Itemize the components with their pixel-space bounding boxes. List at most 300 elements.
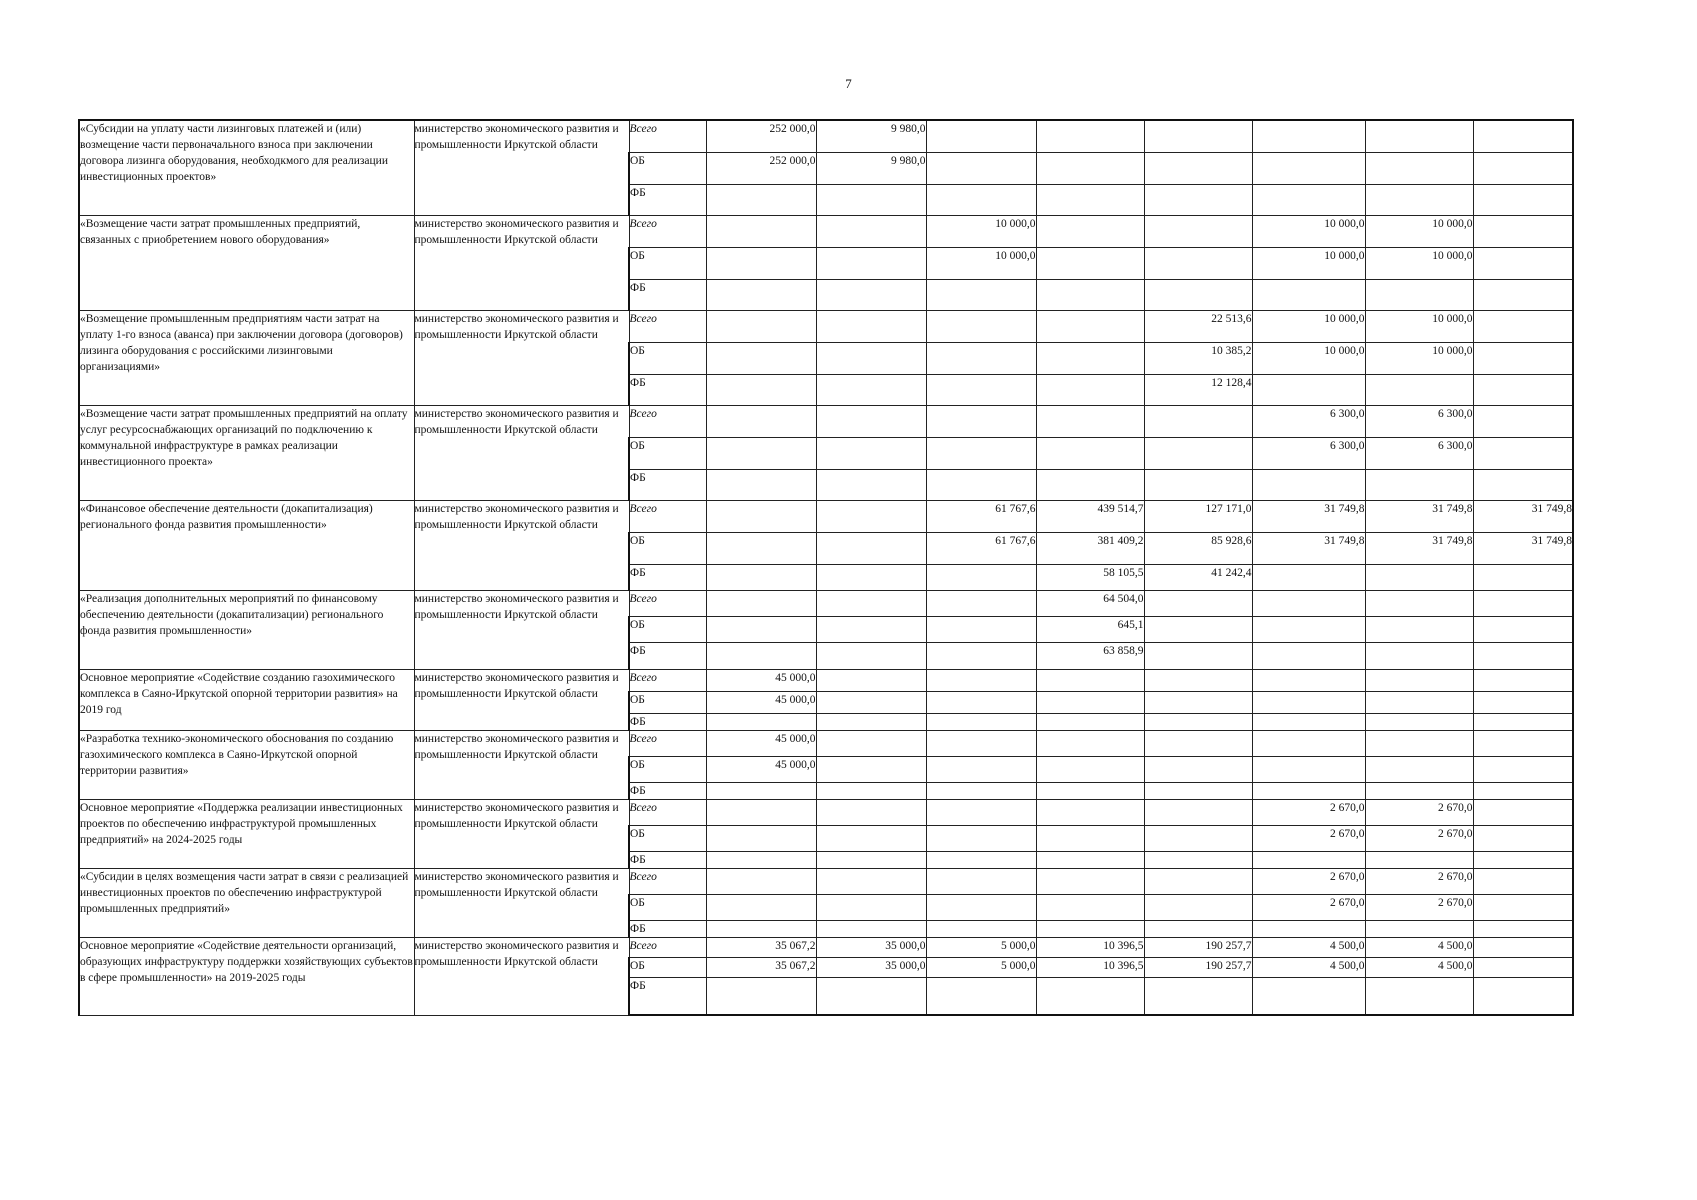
amount-cell (816, 616, 926, 642)
amount-cell (1252, 616, 1365, 642)
amount-cell (1252, 184, 1365, 215)
amount-cell: 6 300,0 (1252, 405, 1365, 437)
amount-cell (1144, 756, 1252, 782)
amount-cell (1473, 894, 1573, 920)
table-row (79, 669, 1573, 691)
amount-cell (1473, 247, 1573, 279)
amount-cell (1144, 799, 1252, 825)
amount-cell: 252 000,0 (706, 120, 816, 152)
amount-cell (1036, 713, 1144, 730)
funding-source: ОБ (629, 825, 706, 851)
amount-cell (926, 437, 1036, 469)
amount-cell: 35 067,2 (706, 957, 816, 977)
responsible-executor: министерство экономического развития и промышленности Иркутской области (414, 868, 629, 937)
amount-cell (926, 616, 1036, 642)
measure-description: «Возмещение промышленным предприятиям части затрат на уплату 1-го взноса (аванса) при заключении договора (договоров) лизинга оборудования с российскими лизинговыми организациями» (79, 310, 414, 405)
funding-source: ФБ (629, 851, 706, 868)
amount-cell (926, 894, 1036, 920)
amount-cell: 2 670,0 (1365, 868, 1473, 894)
measure-description: «Возмещение части затрат промышленных предприятий, связанных с приобретением нового оборудования» (79, 215, 414, 310)
amount-cell (1473, 756, 1573, 782)
amount-cell: 5 000,0 (926, 937, 1036, 957)
amount-cell (1473, 405, 1573, 437)
amount-cell (706, 590, 816, 616)
amount-cell: 252 000,0 (706, 152, 816, 184)
amount-cell (1144, 120, 1252, 152)
amount-cell (816, 469, 926, 500)
amount-cell (816, 756, 926, 782)
amount-cell (1144, 868, 1252, 894)
amount-cell (816, 500, 926, 532)
amount-cell (1252, 782, 1365, 799)
funding-source: ОБ (629, 247, 706, 279)
amount-cell (1365, 616, 1473, 642)
amount-cell (706, 247, 816, 279)
responsible-executor: министерство экономического развития и промышленности Иркутской области (414, 590, 629, 669)
amount-cell (816, 799, 926, 825)
amount-cell (1036, 374, 1144, 405)
amount-cell (1144, 920, 1252, 937)
amount-cell: 45 000,0 (706, 756, 816, 782)
amount-cell: 10 000,0 (1252, 215, 1365, 247)
table-row (79, 500, 1573, 532)
amount-cell (1473, 152, 1573, 184)
responsible-executor: министерство экономического развития и промышленности Иркутской области (414, 310, 629, 405)
responsible-executor: министерство экономического развития и промышленности Иркутской области (414, 799, 629, 868)
amount-cell (1365, 977, 1473, 1015)
funding-source: Всего (629, 215, 706, 247)
amount-cell (1473, 342, 1573, 374)
amount-cell (706, 469, 816, 500)
amount-cell: 4 500,0 (1252, 937, 1365, 957)
amount-cell (1252, 920, 1365, 937)
amount-cell (1144, 437, 1252, 469)
amount-cell (1036, 782, 1144, 799)
table-row (79, 799, 1573, 825)
amount-cell (926, 469, 1036, 500)
amount-cell: 31 749,8 (1473, 532, 1573, 564)
amount-cell (706, 713, 816, 730)
amount-cell (1365, 730, 1473, 756)
table-row (79, 405, 1573, 437)
amount-cell (1473, 825, 1573, 851)
amount-cell (1365, 756, 1473, 782)
funding-source: ОБ (629, 342, 706, 374)
amount-cell (1473, 937, 1573, 957)
amount-cell: 10 385,2 (1144, 342, 1252, 374)
amount-cell: 85 928,6 (1144, 532, 1252, 564)
amount-cell: 2 670,0 (1252, 825, 1365, 851)
amount-cell: 190 257,7 (1144, 957, 1252, 977)
amount-cell (1036, 184, 1144, 215)
measure-description: «Реализация дополнительных мероприятий по финансовому обеспечению деятельности (докапитализации) регионального фонда развития промышленности» (79, 590, 414, 669)
responsible-executor: министерство экономического развития и промышленности Иркутской области (414, 405, 629, 500)
measure-description: «Финансовое обеспечение деятельности (докапитализация) регионального фонда развития промышленности» (79, 500, 414, 590)
amount-cell (1144, 405, 1252, 437)
amount-cell: 35 067,2 (706, 937, 816, 957)
amount-cell (706, 405, 816, 437)
amount-cell (1473, 799, 1573, 825)
amount-cell (926, 799, 1036, 825)
amount-cell: 10 000,0 (1252, 247, 1365, 279)
amount-cell: 2 670,0 (1252, 894, 1365, 920)
amount-cell (1144, 691, 1252, 713)
amount-cell (926, 669, 1036, 691)
amount-cell (1144, 469, 1252, 500)
amount-cell (1036, 868, 1144, 894)
amount-cell (1144, 184, 1252, 215)
amount-cell (1036, 851, 1144, 868)
amount-cell (926, 825, 1036, 851)
amount-cell (1473, 851, 1573, 868)
amount-cell (1036, 152, 1144, 184)
funding-source: ОБ (629, 691, 706, 713)
table-row (79, 120, 1573, 152)
amount-cell (706, 894, 816, 920)
amount-cell (1365, 691, 1473, 713)
amount-cell (926, 279, 1036, 310)
amount-cell: 64 504,0 (1036, 590, 1144, 616)
funding-source: Всего (629, 868, 706, 894)
funding-source: ФБ (629, 642, 706, 669)
amount-cell (1473, 669, 1573, 691)
measure-description: Основное мероприятие «Поддержка реализации инвестиционных проектов по обеспечению инфраструктурой промышленных предприятий» на 2024-2025 годы (79, 799, 414, 868)
funding-source: ОБ (629, 894, 706, 920)
amount-cell (816, 310, 926, 342)
funding-source: ОБ (629, 756, 706, 782)
amount-cell (1036, 247, 1144, 279)
amount-cell (1144, 642, 1252, 669)
responsible-executor: министерство экономического развития и промышленности Иркутской области (414, 120, 629, 215)
amount-cell (1036, 215, 1144, 247)
amount-cell (816, 713, 926, 730)
amount-cell: 6 300,0 (1365, 437, 1473, 469)
amount-cell (816, 920, 926, 937)
amount-cell: 10 000,0 (1365, 215, 1473, 247)
amount-cell (706, 564, 816, 590)
amount-cell: 31 749,8 (1365, 532, 1473, 564)
amount-cell: 2 670,0 (1252, 799, 1365, 825)
funding-source: ОБ (629, 616, 706, 642)
amount-cell (1473, 730, 1573, 756)
funding-source: ФБ (629, 977, 706, 1015)
amount-cell (1036, 920, 1144, 937)
funding-source: ФБ (629, 782, 706, 799)
amount-cell (1473, 957, 1573, 977)
amount-cell (706, 279, 816, 310)
amount-cell: 10 396,5 (1036, 937, 1144, 957)
page-number: 7 (845, 76, 852, 91)
amount-cell (1473, 564, 1573, 590)
amount-cell: 61 767,6 (926, 532, 1036, 564)
amount-cell (1252, 851, 1365, 868)
funding-source: Всего (629, 937, 706, 957)
amount-cell (706, 437, 816, 469)
funding-source: ОБ (629, 957, 706, 977)
amount-cell: 4 500,0 (1252, 957, 1365, 977)
amount-cell (1365, 184, 1473, 215)
amount-cell (1365, 590, 1473, 616)
table-row (79, 868, 1573, 894)
amount-cell (1252, 152, 1365, 184)
amount-cell (816, 437, 926, 469)
amount-cell (1473, 616, 1573, 642)
amount-cell (1473, 868, 1573, 894)
amount-cell (706, 825, 816, 851)
amount-cell: 6 300,0 (1365, 405, 1473, 437)
amount-cell (1144, 977, 1252, 1015)
funding-source: ФБ (629, 184, 706, 215)
amount-cell (816, 215, 926, 247)
amount-cell (706, 782, 816, 799)
amount-cell: 31 749,8 (1252, 532, 1365, 564)
measure-description: «Разработка технико-экономического обоснования по созданию газохимического комплекса в Саяно-Иркутской опорной территории развития» (79, 730, 414, 799)
funding-source: ОБ (629, 532, 706, 564)
amount-cell (706, 616, 816, 642)
amount-cell (1365, 782, 1473, 799)
amount-cell (926, 342, 1036, 374)
responsible-executor: министерство экономического развития и промышленности Иркутской области (414, 215, 629, 310)
amount-cell (1036, 691, 1144, 713)
amount-cell: 58 105,5 (1036, 564, 1144, 590)
amount-cell (1144, 713, 1252, 730)
amount-cell: 439 514,7 (1036, 500, 1144, 532)
amount-cell (1252, 713, 1365, 730)
amount-cell (706, 642, 816, 669)
amount-cell (1365, 669, 1473, 691)
amount-cell (816, 730, 926, 756)
amount-cell (1036, 799, 1144, 825)
amount-cell (926, 977, 1036, 1015)
amount-cell: 127 171,0 (1144, 500, 1252, 532)
funding-source: Всего (629, 669, 706, 691)
amount-cell (706, 920, 816, 937)
amount-cell (816, 564, 926, 590)
amount-cell (926, 730, 1036, 756)
amount-cell: 2 670,0 (1252, 868, 1365, 894)
amount-cell (1252, 669, 1365, 691)
funding-source: Всего (629, 730, 706, 756)
amount-cell (1252, 120, 1365, 152)
amount-cell (706, 532, 816, 564)
amount-cell (1144, 590, 1252, 616)
amount-cell (1144, 825, 1252, 851)
amount-cell (1365, 120, 1473, 152)
amount-cell (926, 868, 1036, 894)
amount-cell: 9 980,0 (816, 120, 926, 152)
amount-cell: 45 000,0 (706, 730, 816, 756)
amount-cell (1036, 120, 1144, 152)
funding-source: ФБ (629, 279, 706, 310)
funding-source: ОБ (629, 152, 706, 184)
amount-cell: 45 000,0 (706, 691, 816, 713)
amount-cell: 9 980,0 (816, 152, 926, 184)
amount-cell (1144, 730, 1252, 756)
amount-cell (1036, 469, 1144, 500)
amount-cell (706, 868, 816, 894)
amount-cell (1252, 374, 1365, 405)
amount-cell (926, 120, 1036, 152)
amount-cell: 45 000,0 (706, 669, 816, 691)
amount-cell (1365, 469, 1473, 500)
amount-cell (926, 782, 1036, 799)
amount-cell (1365, 564, 1473, 590)
amount-cell (1036, 437, 1144, 469)
amount-cell (1144, 616, 1252, 642)
amount-cell: 2 670,0 (1365, 825, 1473, 851)
amount-cell (1365, 642, 1473, 669)
amount-cell (1252, 279, 1365, 310)
amount-cell: 10 000,0 (1365, 310, 1473, 342)
table-row (79, 215, 1573, 247)
amount-cell (1365, 374, 1473, 405)
amount-cell (1473, 590, 1573, 616)
responsible-executor: министерство экономического развития и промышленности Иркутской области (414, 500, 629, 590)
measure-description: «Субсидии в целях возмещения части затрат в связи с реализацией инвестиционных проектов по обеспечению инфраструктурой промышленных предприятий» (79, 868, 414, 937)
amount-cell: 6 300,0 (1252, 437, 1365, 469)
amount-cell (1252, 469, 1365, 500)
amount-cell (816, 782, 926, 799)
amount-cell (1473, 469, 1573, 500)
amount-cell (1144, 279, 1252, 310)
amount-cell (816, 279, 926, 310)
measure-description: «Возмещение части затрат промышленных предприятий на оплату услуг ресурсоснабжающих организаций по подключению к коммунальной инфраструктуре в рамках реализации инвестиционного проекта» (79, 405, 414, 500)
amount-cell (1473, 437, 1573, 469)
amount-cell (816, 851, 926, 868)
amount-cell: 22 513,6 (1144, 310, 1252, 342)
amount-cell (1252, 590, 1365, 616)
amount-cell (926, 374, 1036, 405)
amount-cell (706, 215, 816, 247)
amount-cell (1144, 215, 1252, 247)
amount-cell (926, 152, 1036, 184)
amount-cell (1144, 669, 1252, 691)
funding-source: Всего (629, 799, 706, 825)
amount-cell (816, 691, 926, 713)
amount-cell: 645,1 (1036, 616, 1144, 642)
amount-cell (1473, 713, 1573, 730)
amount-cell (926, 756, 1036, 782)
amount-cell (1144, 247, 1252, 279)
amount-cell: 35 000,0 (816, 957, 926, 977)
funding-source: Всего (629, 500, 706, 532)
amount-cell (816, 868, 926, 894)
amount-cell (1473, 920, 1573, 937)
amount-cell (926, 713, 1036, 730)
amount-cell (1036, 405, 1144, 437)
amount-cell (1036, 310, 1144, 342)
amount-cell (816, 405, 926, 437)
amount-cell (1036, 894, 1144, 920)
funding-source: Всего (629, 310, 706, 342)
measure-description: «Субсидии на уплату части лизинговых платежей и (или) возмещение части первоначального взноса при заключении договора лизинга оборудования, необходкмого для реализации инвестиционных проектов» (79, 120, 414, 215)
amount-cell (1365, 279, 1473, 310)
amount-cell (1144, 152, 1252, 184)
amount-cell (706, 799, 816, 825)
amount-cell (1144, 782, 1252, 799)
table-row (79, 730, 1573, 756)
amount-cell (1365, 713, 1473, 730)
amount-cell: 31 749,8 (1365, 500, 1473, 532)
amount-cell (1252, 642, 1365, 669)
amount-cell (1036, 342, 1144, 374)
amount-cell (1036, 279, 1144, 310)
responsible-executor: министерство экономического развития и промышленности Иркутской области (414, 669, 629, 730)
funding-source: Всего (629, 590, 706, 616)
amount-cell (816, 977, 926, 1015)
funding-source: ФБ (629, 469, 706, 500)
funding-source: ФБ (629, 920, 706, 937)
amount-cell (1473, 691, 1573, 713)
amount-cell: 31 749,8 (1473, 500, 1573, 532)
amount-cell (1036, 756, 1144, 782)
amount-cell: 2 670,0 (1365, 894, 1473, 920)
amount-cell (1252, 730, 1365, 756)
table-row (79, 310, 1573, 342)
amount-cell: 190 257,7 (1144, 937, 1252, 957)
funding-source: ФБ (629, 713, 706, 730)
amount-cell (816, 247, 926, 279)
amount-cell (1144, 851, 1252, 868)
amount-cell (926, 405, 1036, 437)
amount-cell (1365, 152, 1473, 184)
amount-cell: 10 396,5 (1036, 957, 1144, 977)
amount-cell (1473, 310, 1573, 342)
amount-cell (1036, 825, 1144, 851)
amount-cell (1473, 120, 1573, 152)
amount-cell (816, 642, 926, 669)
amount-cell (816, 590, 926, 616)
responsible-executor: министерство экономического развития и промышленности Иркутской области (414, 730, 629, 799)
amount-cell (706, 500, 816, 532)
amount-cell (1252, 977, 1365, 1015)
program-funding-table (78, 119, 1574, 1016)
amount-cell: 381 409,2 (1036, 532, 1144, 564)
funding-source: Всего (629, 405, 706, 437)
amount-cell: 63 858,9 (1036, 642, 1144, 669)
amount-cell (1365, 851, 1473, 868)
amount-cell: 31 749,8 (1252, 500, 1365, 532)
responsible-executor: министерство экономического развития и промышленности Иркутской области (414, 937, 629, 1015)
amount-cell (1473, 279, 1573, 310)
amount-cell (816, 669, 926, 691)
amount-cell (1473, 642, 1573, 669)
amount-cell (926, 851, 1036, 868)
amount-cell (1473, 977, 1573, 1015)
amount-cell (926, 564, 1036, 590)
amount-cell (1365, 920, 1473, 937)
amount-cell (1473, 374, 1573, 405)
funding-source: ФБ (629, 374, 706, 405)
amount-cell (816, 342, 926, 374)
amount-cell: 4 500,0 (1365, 957, 1473, 977)
amount-cell (1252, 691, 1365, 713)
amount-cell (816, 894, 926, 920)
amount-cell (1036, 669, 1144, 691)
amount-cell (706, 977, 816, 1015)
amount-cell: 10 000,0 (1365, 247, 1473, 279)
amount-cell: 10 000,0 (926, 215, 1036, 247)
amount-cell: 10 000,0 (926, 247, 1036, 279)
amount-cell (926, 184, 1036, 215)
amount-cell (1252, 564, 1365, 590)
amount-cell (1036, 977, 1144, 1015)
amount-cell (706, 374, 816, 405)
amount-cell (1473, 215, 1573, 247)
amount-cell (1473, 782, 1573, 799)
amount-cell (1036, 730, 1144, 756)
amount-cell (1252, 756, 1365, 782)
